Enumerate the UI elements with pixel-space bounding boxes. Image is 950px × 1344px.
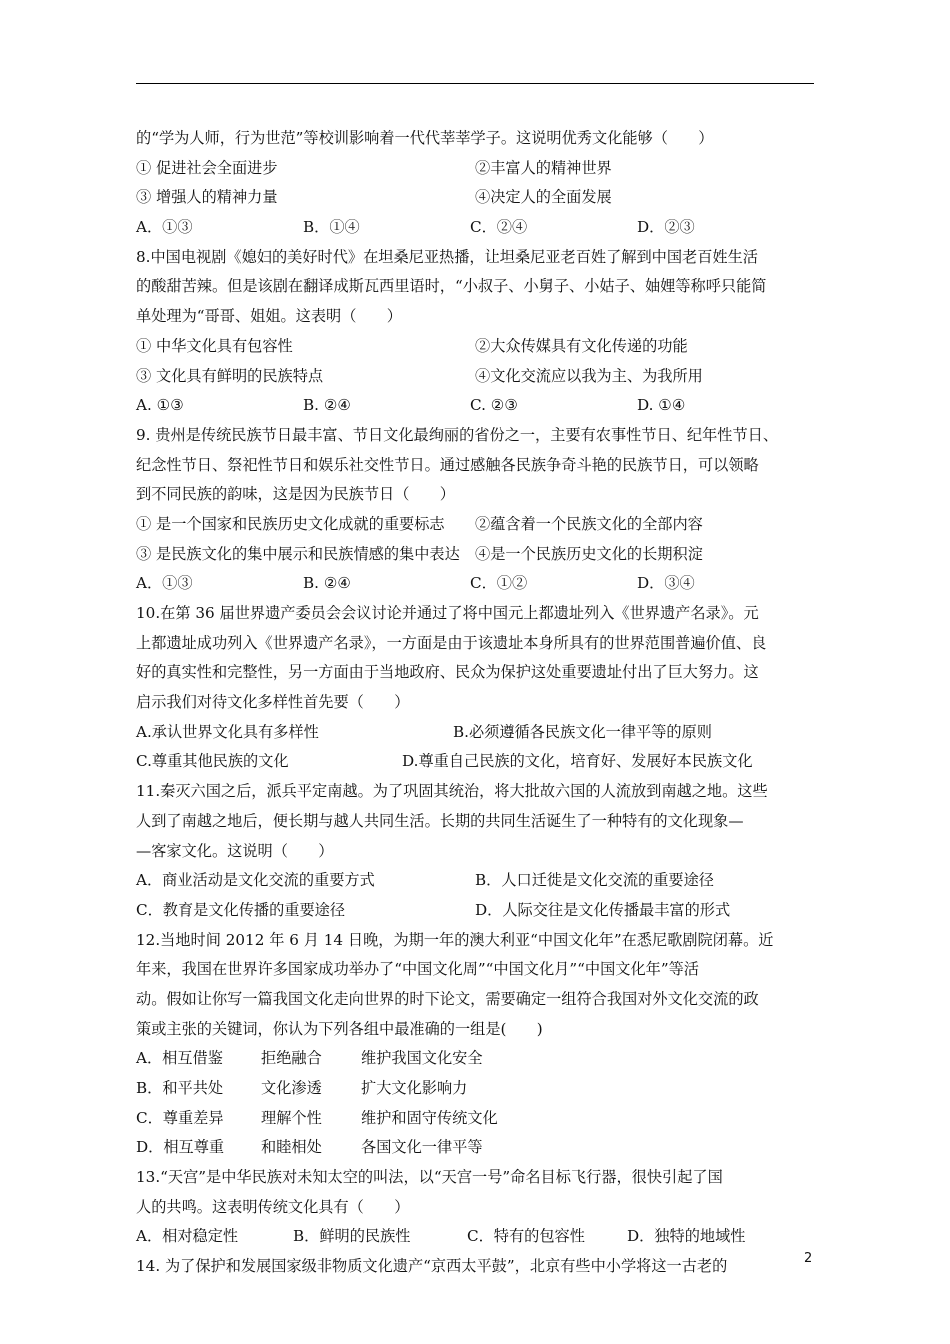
q8-choice-d: D. ①④: [637, 396, 686, 415]
q8-item-4: ④文化交流应以我为主、为我所用: [475, 366, 703, 385]
q7-choice-c: C．②④: [470, 218, 528, 237]
q7-item-3: ③ 增强人的精神力量: [136, 188, 278, 207]
q10-stem-line-1: 10.在第 36 届世界遗产委员会会议讨论并通过了将中国元上都遗址列入《世界遗产名录》。元: [136, 604, 759, 622]
q10-choice-b: B.必须遵循各民族文化一律平等的原则: [453, 722, 712, 741]
q13-choice-b: B．鲜明的民族性: [293, 1227, 411, 1246]
q11-stem-line-1: 11.秦灭六国之后，派兵平定南越。为了巩固其统治，将大批故六国的人流放到南越之地。这些: [136, 782, 768, 801]
q9-choices: [136, 569, 814, 599]
q13-stem-line-1: 13.“天宫”是中华民族对未知太空的叫法，以“天宫一号”命名目标飞行器，很快引起了国: [136, 1168, 723, 1187]
q12-choice-a-term-3: 维护我国文化安全: [361, 1049, 483, 1068]
q10-choice-a: A.承认世界文化具有多样性: [136, 722, 319, 741]
q12-choice-b-term-3: 扩大文化影响力: [361, 1079, 468, 1097]
q11-choice-a: A．商业活动是文化交流的重要方式: [136, 871, 375, 890]
q9-item-2: ②蕴含着一个民族文化的全部内容: [475, 514, 703, 533]
q7-item-4: ④决定人的全面发展: [475, 188, 612, 207]
q9-choice-b: B. ②④: [303, 574, 352, 593]
q7-choice-b: B．①④: [303, 218, 360, 237]
q9-item-1: ① 是一个国家和民族历史文化成就的重要标志: [136, 514, 445, 533]
q13-choice-a: A．相对稳定性: [136, 1227, 239, 1246]
q13-choice-c: C．特有的包容性: [467, 1227, 585, 1246]
q9-choice-a: A．①③: [136, 574, 193, 593]
q9-stem-line-1: 9. 贵州是传统民族节日最丰富、节日文化最绚丽的省份之一，主要有农事性节日、纪年性节日、: [136, 425, 779, 444]
q12-choice-b-term-2: 文化渗透: [261, 1079, 322, 1097]
q11-stem-line-2: 人到了南越之地后，便长期与越人共同生活。长期的共同生活诞生了一种特有的文化现象—: [136, 811, 744, 830]
q8-choice-c: C. ②③: [470, 396, 518, 415]
q8-items-row-2: [136, 362, 814, 392]
q8-item-1: ① 中华文化具有包容性: [136, 336, 293, 355]
q11-choice-b: B．人口迁徙是文化交流的重要途径: [475, 871, 714, 890]
q12-choice-d-term-3: 各国文化一律平等: [361, 1138, 483, 1157]
q11-stem-line-3: —客家文化。这说明（ ）: [136, 841, 334, 860]
q10-stem-line-3: 好的真实性和完整性，另一方面由于当地政府、民众为保护这处重要遗址付出了巨大努力。这: [136, 663, 759, 682]
q7-choice-a: A．①③: [136, 218, 193, 237]
q12-choice-b-term-1: B．和平共处: [136, 1079, 224, 1097]
q7-items-row-2: [136, 183, 814, 213]
q8-choice-a: A. ①③: [136, 396, 184, 415]
q12-choice-a-term-2: 拒绝融合: [261, 1049, 322, 1068]
q11-choice-c: C．教育是文化传播的重要途径: [136, 900, 346, 919]
q8-items-row-1: [136, 332, 814, 362]
q9-items-row-2: [136, 540, 814, 570]
q8-stem-line-3: 单处理为“哥哥、姐姐。这表明（ ）: [136, 307, 402, 326]
q9-items-row-1: [136, 510, 814, 540]
q12-stem-line-3: 动。假如让你写一篇我国文化走向世界的时下论文，需要确定一组符合我国对外文化交流的政: [136, 989, 759, 1008]
page-number: 2: [804, 1251, 813, 1266]
q12-stem-line-2: 年来，我国在世界许多国家成功举办了“中国文化周”“中国文化月”“中国文化年”等活: [136, 960, 699, 979]
q8-item-2: ②大众传媒具有文化传递的功能: [475, 336, 688, 355]
q10-stem-line-4: 启示我们对待文化多样性首先要（ ）: [136, 693, 410, 712]
q12-choice-b: [136, 1074, 814, 1104]
q12-choice-c-term-3: 维护和固守传统文化: [361, 1108, 498, 1127]
question-sheet: [136, 124, 814, 1282]
q7-item-1: ① 促进社会全面进步: [136, 158, 278, 177]
q10-choice-c: C.尊重其他民族的文化: [136, 752, 289, 771]
q9-choice-d: D．③④: [637, 574, 695, 593]
q8-choice-b: B. ②④: [303, 396, 352, 415]
q13-choice-d: D．独特的地域性: [627, 1227, 746, 1246]
q10-choice-d: D.尊重自己民族的文化，培育好、发展好本民族文化: [402, 752, 753, 771]
q10-stem-line-2: 上都遗址成功列入《世界遗产名录》，一方面是由于该遗址本身所具有的世界范围普遍价值、良: [136, 633, 767, 652]
q10-choices-row-1: [136, 718, 814, 748]
q11-choice-d: D．人际交往是文化传播最丰富的形式: [475, 900, 731, 919]
q9-stem-line-3: 到不同民族的韵味，这是因为民族节日（ ）: [136, 485, 455, 504]
q12-choice-a-term-1: A．相互借鉴: [136, 1049, 223, 1068]
q9-item-4: ④是一个民族历史文化的长期积淀: [475, 544, 703, 563]
q12-stem-line-4: 策或主张的关键词，你认为下列各组中最准确的一组是( ): [136, 1019, 543, 1038]
q12-choice-a: [136, 1044, 814, 1074]
q7-choice-d: D．②③: [637, 218, 695, 237]
q12-choice-d: [136, 1133, 814, 1163]
q13-stem-line-2: 人的共鸣。这表明传统文化具有（ ）: [136, 1197, 410, 1216]
q7-item-2: ②丰富人的精神世界: [475, 158, 612, 177]
q11-choices-row-1: [136, 866, 814, 896]
q12-choice-d-term-1: D．相互尊重: [136, 1138, 225, 1157]
q8-stem-line-1: 8.中国电视剧《媳妇的美好时代》在坦桑尼亚热播，让坦桑尼亚老百姓了解到中国老百姓生活: [136, 247, 758, 266]
q7-items-row-1: [136, 154, 814, 184]
q9-item-3: ③ 是民族文化的集中展示和民族情感的集中表达: [136, 544, 460, 563]
q10-choices-row-2: [136, 747, 814, 777]
q13-choices: [136, 1222, 814, 1252]
q7-choices: [136, 213, 814, 243]
q12-stem-line-1: 12.当地时间 2012 年 6 月 14 日晚，为期一年的澳大利亚“中国文化年”在悉尼歌剧院闭幕。近: [136, 930, 774, 949]
q12-choice-c-term-2: 理解个性: [261, 1108, 322, 1127]
q8-item-3: ③ 文化具有鲜明的民族特点: [136, 366, 324, 385]
q9-stem-line-2: 纪念性节日、祭祀性节日和娱乐社交性节日。通过感触各民族争奇斗艳的民族节日，可以领略: [136, 455, 759, 474]
q8-choices: [136, 391, 814, 421]
q12-choice-c-term-1: C．尊重差异: [136, 1108, 224, 1127]
q12-choice-d-term-2: 和睦相处: [261, 1138, 322, 1157]
header-rule: [136, 83, 814, 84]
q14-stem-line-1: 14. 为了保护和发展国家级非物质文化遗产“京西太平鼓”，北京有些中小学将这一古老的: [136, 1257, 728, 1276]
q8-stem-line-2: 的酸甜苦辣。但是该剧在翻译成斯瓦西里语时，“小叔子、小舅子、小姑子、妯娌等称呼只能简: [136, 277, 767, 296]
q11-choices-row-2: [136, 896, 814, 926]
q7-stem: 的“学为人师，行为世范”等校训影响着一代代莘莘学子。这说明优秀文化能够（ ）: [136, 129, 714, 147]
q12-choice-c: [136, 1104, 814, 1134]
q9-choice-c: C．①②: [470, 574, 528, 593]
